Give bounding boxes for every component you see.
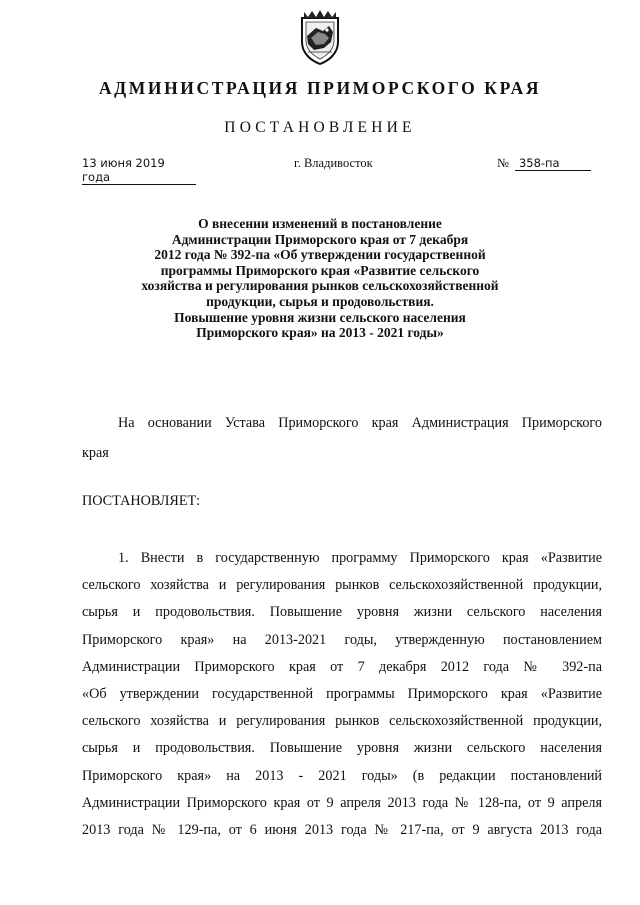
paragraph-line: Приморского края» на 2013-2021 годы, утвержденную постановлением: [82, 631, 602, 648]
subject-line: Администрации Приморского края от 7 декабря: [171, 231, 469, 247]
paragraph-line: На основании Устава Приморского края Администрация Приморского: [118, 415, 602, 431]
subject-line: хозяйства и регулирования рынков сельскохозяйственной: [141, 278, 499, 294]
subject-line: 2012 года № 392-па «Об утверждении государственной: [154, 247, 486, 263]
paragraph-line: края: [82, 445, 109, 461]
paragraph-line: сельского хозяйства и регулирования рынков сельскохозяйственной продукции,: [82, 713, 602, 730]
subject-line: Повышение уровня жизни сельского населения: [174, 309, 466, 325]
paragraph-line: 2013 года № 129-па, от 6 июня 2013 года № 217-па, от 9 августа 2013 года: [82, 822, 602, 839]
subject-line: О внесении изменений в постановление: [198, 216, 442, 231]
document-city: г. Владивосток: [294, 156, 373, 170]
document-date: 13 июня 2019 года: [82, 156, 196, 185]
subject-line: программы Приморского края «Развитие сельского: [160, 262, 480, 278]
paragraph-line: Приморского края» на 2013 - 2021 годы» (в редакции постановлений: [82, 767, 602, 784]
organization-title: АДМИНИСТРАЦИЯ ПРИМОРСКОГО КРАЯ: [98, 78, 542, 98]
document-subject: [130, 216, 510, 341]
paragraph-line: сельского хозяйства и регулирования рынков сельскохозяйственной продукции,: [82, 577, 602, 594]
paragraph-line: 1. Внести в государственную программу Приморского края «Развитие: [118, 550, 602, 566]
paragraph-line: Администрации Приморского края от 7 декабря 2012 года № 392-па: [82, 658, 602, 675]
paragraph-line: Администрации Приморского края от 9 апреля 2013 года № 128-па, от 9 апреля: [82, 794, 602, 811]
decrees-heading: ПОСТАНОВЛЯЕТ:: [82, 493, 201, 509]
subject-line: продукции, сырья и продовольствия.: [206, 293, 434, 309]
legal-basis-paragraph: [82, 408, 602, 468]
document-type: ПОСТАНОВЛЕНИЕ: [224, 119, 416, 136]
paragraph-line: сырья и продовольствия. Повышение уровня жизни сельского населения: [82, 740, 602, 757]
paragraph-line: «Об утверждении государственной программы Приморского края «Развитие: [82, 686, 602, 703]
document-number: [497, 156, 591, 171]
number-value: 358-па: [515, 156, 591, 171]
coat-of-arms-icon: [296, 8, 344, 66]
paragraph-line: сырья и продовольствия. Повышение уровня жизни сельского населения: [82, 604, 602, 621]
subject-line: Приморского края» на 2013 - 2021 годы»: [196, 325, 444, 341]
number-label: №: [497, 156, 509, 170]
clause-1-paragraph: [82, 545, 602, 844]
